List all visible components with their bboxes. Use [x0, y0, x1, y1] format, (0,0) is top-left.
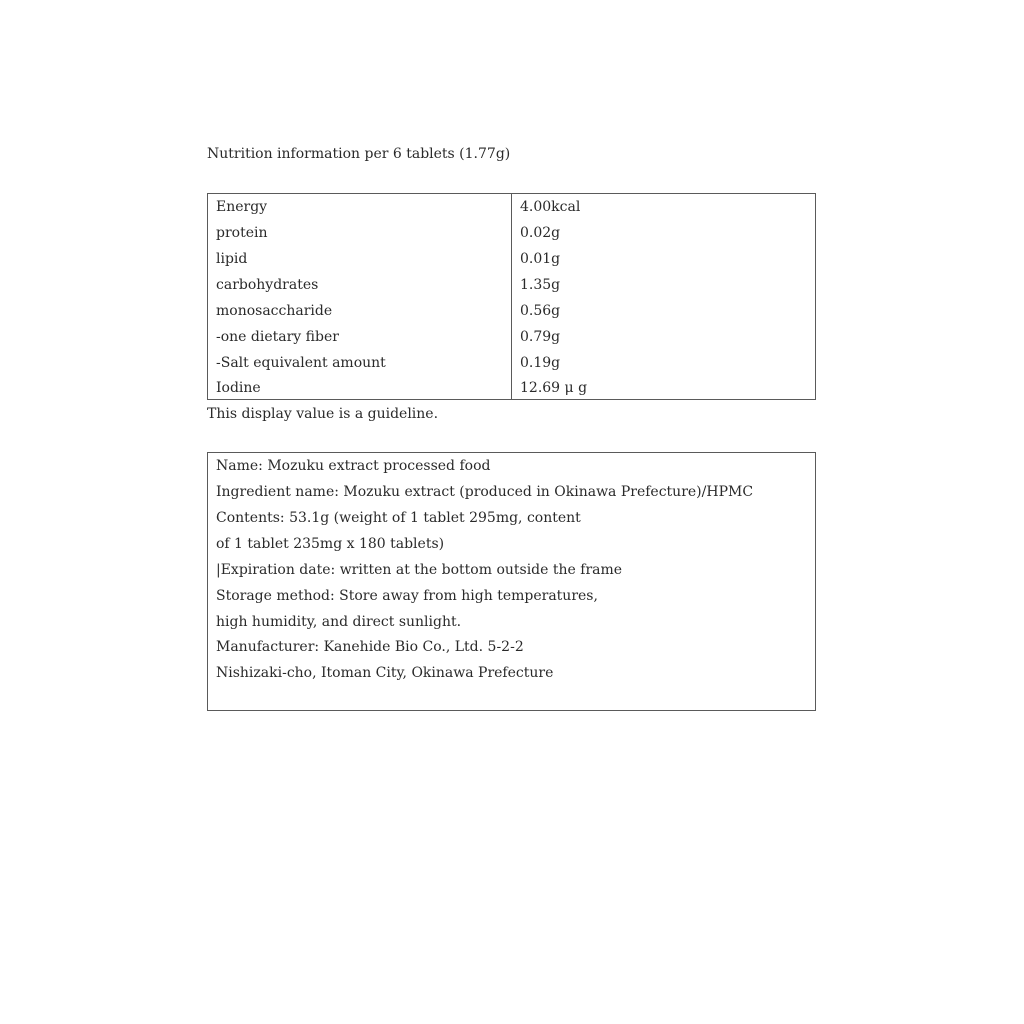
nutrition-table: [207, 193, 816, 400]
nutrient-name: carbohydrates: [216, 277, 319, 293]
nutrient-value: 0.19g: [520, 355, 561, 371]
table-row: [208, 324, 815, 350]
product-info-box: [207, 452, 816, 711]
nutrient-name: lipid: [216, 251, 248, 267]
info-line: |Expiration date: written at the bottom outside the frame: [216, 562, 623, 578]
guideline-note: This display value is a guideline.: [207, 406, 439, 422]
table-row: [208, 298, 815, 324]
info-line: Ingredient name: Mozuku extract (produced in Okinawa Prefecture)/HPMC: [216, 484, 754, 500]
table-row: [208, 375, 815, 401]
nutrient-name: Iodine: [216, 380, 261, 396]
table-row: [208, 350, 815, 376]
nutrient-value: 4.00kcal: [520, 199, 581, 215]
table-row: [208, 220, 815, 246]
nutrient-value: 12.69 μ g: [520, 380, 588, 396]
table-row: [208, 246, 815, 272]
nutrient-value: 0.01g: [520, 251, 561, 267]
nutrient-value: 1.35g: [520, 277, 561, 293]
nutrient-value: 0.79g: [520, 329, 561, 345]
nutrient-name: -Salt equivalent amount: [216, 355, 386, 371]
nutrient-value: 0.56g: [520, 303, 561, 319]
table-row: [208, 194, 815, 220]
nutrient-name: -one dietary fiber: [216, 329, 339, 345]
info-line: of 1 tablet 235mg x 180 tablets): [216, 536, 445, 552]
info-line: Storage method: Store away from high temperatures,: [216, 588, 598, 604]
info-line: Contents: 53.1g (weight of 1 tablet 295mg, content: [216, 510, 581, 526]
nutrient-name: protein: [216, 225, 268, 241]
info-line: Nishizaki-cho, Itoman City, Okinawa Prefecture: [216, 665, 554, 681]
info-line: high humidity, and direct sunlight.: [216, 614, 462, 630]
nutrient-name: monosaccharide: [216, 303, 333, 319]
info-line: Manufacturer: Kanehide Bio Co., Ltd. 5-2-2: [216, 639, 524, 655]
table-row: [208, 272, 815, 298]
info-line: Name: Mozuku extract processed food: [216, 458, 491, 474]
nutrient-value: 0.02g: [520, 225, 561, 241]
nutrient-name: Energy: [216, 199, 268, 215]
nutrition-heading: Nutrition information per 6 tablets (1.77g): [207, 146, 511, 162]
